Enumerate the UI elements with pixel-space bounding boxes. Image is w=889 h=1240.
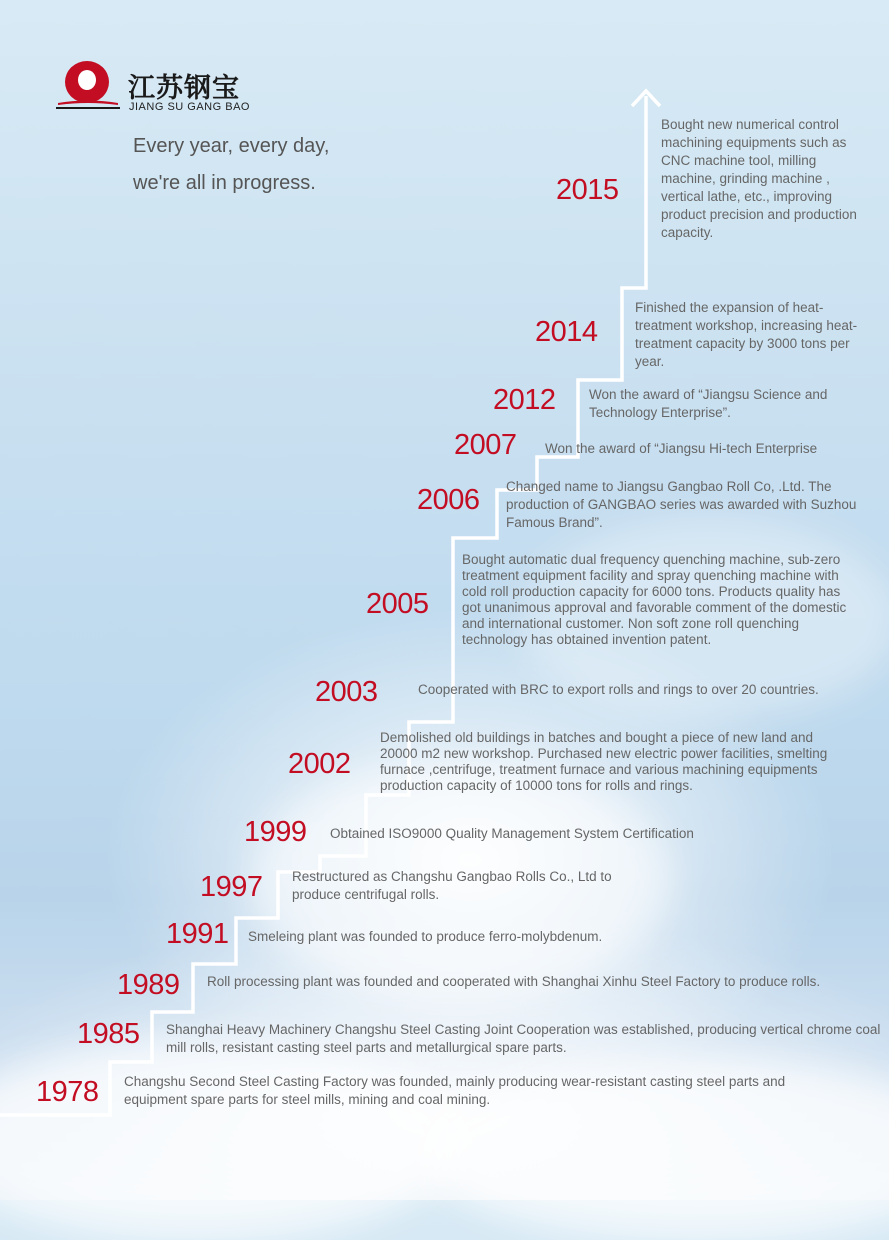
timeline-desc-2012: Won the award of “Jiangsu Science and Technology Enterprise”.	[589, 387, 828, 420]
brand-name-en: JIANG SU GANG BAO	[129, 101, 250, 113]
brand-name-cn: 江苏钢宝	[128, 73, 240, 104]
timeline-year-2005: 2005	[366, 588, 429, 620]
timeline-year-2007: 2007	[454, 429, 517, 461]
timeline-year-2012: 2012	[493, 384, 556, 416]
timeline-year-2002: 2002	[288, 748, 351, 780]
timeline-desc-2002: Demolished old buildings in batches and bought a piece of new land and 20000 m2 new workshop. Purchased new electric power facilities, smelting furnace ,centrifuge, treatment furnace and various machining equipments production capacity of 10000 tons for rolls and rings.	[380, 730, 828, 793]
timeline-desc-2005: Bought automatic dual frequency quenching machine, sub-zero treatment equipment facility and spray quenching machine with cold roll production capacity for 6000 tons. Products quality has got unanimous approval and favorable comment of the domestic and international customer. Non soft zone roll quenching technology has obtained invention patent.	[462, 552, 847, 647]
timeline-year-1989: 1989	[117, 969, 180, 1001]
timeline-year-2003: 2003	[315, 676, 378, 708]
timeline-year-1997: 1997	[200, 871, 263, 903]
slogan-line-2: we're all in progress.	[133, 172, 316, 194]
slogan-line-1: Every year, every day,	[133, 135, 330, 157]
timeline-desc-1991: Smeleing plant was founded to produce ferro-molybdenum.	[248, 929, 603, 944]
timeline-year-1999: 1999	[244, 816, 307, 848]
timeline-year-1991: 1991	[166, 918, 229, 950]
timeline-year-2015: 2015	[556, 174, 619, 206]
timeline-desc-1999: Obtained ISO9000 Quality Management System Certification	[330, 826, 694, 841]
timeline-year-2006: 2006	[417, 484, 480, 516]
timeline-desc-2015: Bought new numerical control machining equipments such as CNC machine tool, milling machine, grinding machine , vertical lathe, etc., improving product precision and production capacity.	[661, 117, 857, 240]
timeline-year-2014: 2014	[535, 316, 598, 348]
timeline-desc-1989: Roll processing plant was founded and cooperated with Shanghai Xinhu Steel Factory to produce rolls.	[207, 974, 821, 989]
timeline-desc-2007: Won the award of “Jiangsu Hi-tech Enterprise	[545, 441, 818, 456]
timeline-desc-2003: Cooperated with BRC to export rolls and rings to over 20 countries.	[418, 682, 819, 697]
timeline-desc-1997: Restructured as Changshu Gangbao Rolls Co., Ltd to produce centrifugal rolls.	[292, 869, 612, 902]
timeline-desc-1978: Changshu Second Steel Casting Factory was founded, mainly producing wear-resistant casting steel parts and equipment spare parts for steel mills, mining and coal mining.	[124, 1074, 786, 1107]
timeline-desc-1985: Shanghai Heavy Machinery Changshu Steel Casting Joint Cooperation was established, producing vertical chrome coal mill rolls, resistant casting steel parts and metallurgical spare parts.	[166, 1022, 881, 1055]
timeline-desc-2014: Finished the expansion of heat-treatment workshop, increasing heat-treatment capacity by 3000 tons per year.	[635, 300, 858, 369]
timeline-year-1985: 1985	[77, 1018, 140, 1050]
timeline-year-1978: 1978	[36, 1076, 99, 1108]
timeline-desc-2006: Changed name to Jiangsu Gangbao Roll Co, .Ltd. The production of GANGBAO series was awarded with Suzhou Famous Brand”.	[506, 479, 857, 530]
